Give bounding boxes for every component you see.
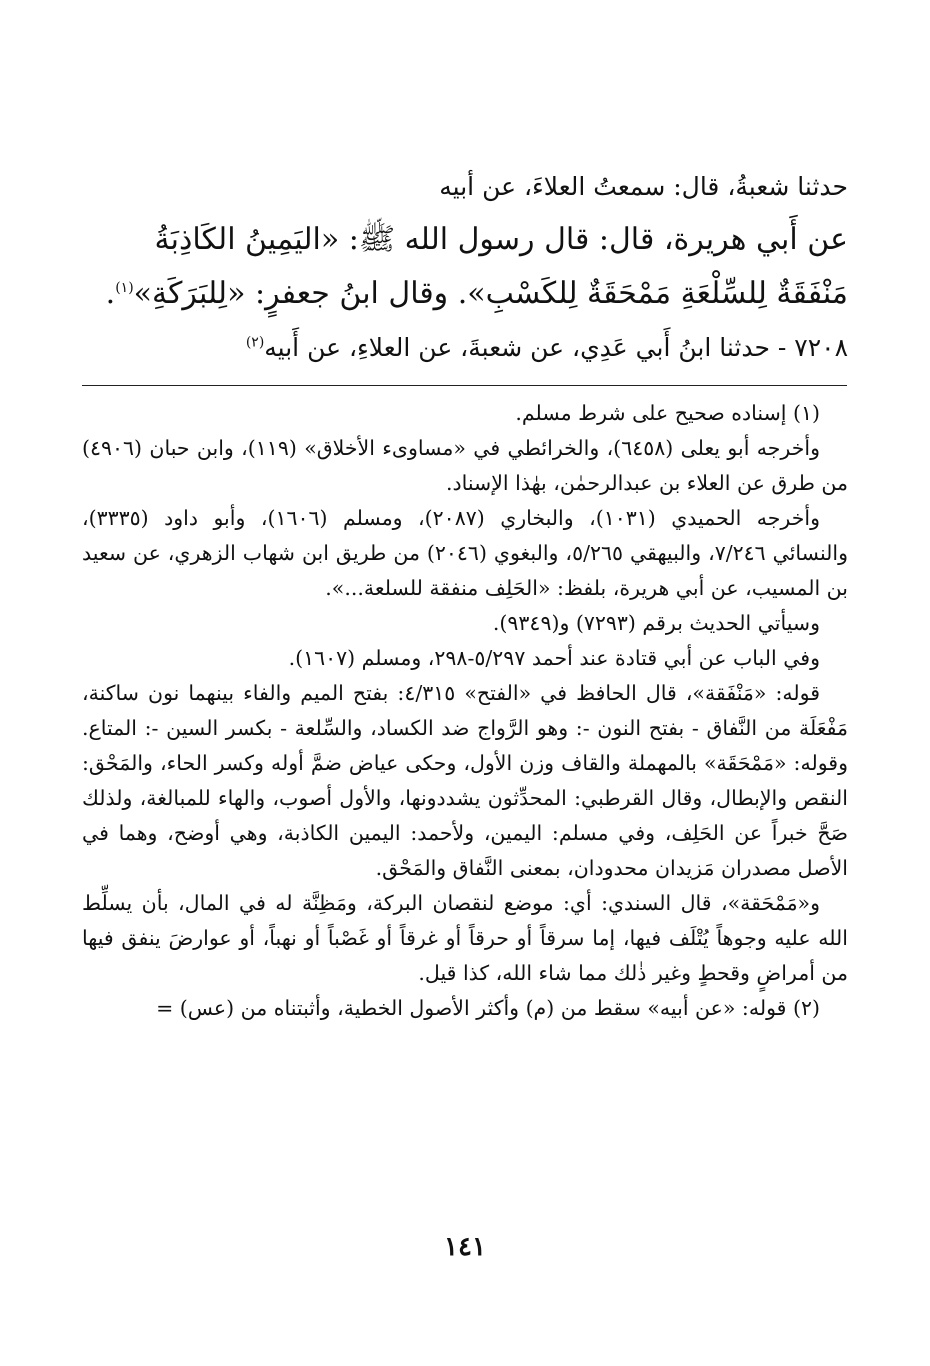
hadith-number-line: ٧٢٠٨ - حدثنا ابنُ أَبي عَدِي، عن شعبةَ، عن العلاءِ، عن أَبيه$^{(٢)}$	[245, 333, 848, 362]
footnote-1-title: (١) إسناده صحيح على شرط مسلم.	[515, 401, 820, 425]
footnote-paragraph: قوله: «مَنْفَقة»، قال الحافظ في «الفتح» ٤/٣١٥: بفتح الميم والفاء بينهما نون ساكنة، مَفْعَلَة من النَّفاق - بفتح النون -: وهو الرَّواج ضد الكساد، والسِّلعة - بكسر السين -: المتاع. وقوله: «مَمْحَقَة» بالمهملة والقاف وزن الأول، وحكى عياض ضمَّ أوله وكسر الحاء، والمَحْق: النقص والإبطال، وقال القرطبي: المحدِّثون يشددونها، والأول أصوب، والهاء للمبالغة، ولذلك صَحَّ خبراً عن الحَلِف، وفي مسلم: اليمين، ولأحمد: اليمين الكاذبة، وهي أوضح، وهما في الأصل مصدران مَزيدان محدودان، بمعنى النَّفاق والمَحْق.	[82, 681, 848, 880]
hadith-line-2: مَنْفَقَةٌ لِلسِّلْعَةِ مَمْحَقَةٌ لِلكَسْبِ». وقال ابنُ جعفرٍ: «لِلبَرَكَةِ»$^{(١)}$.	[105, 276, 848, 311]
hadith-line-1: عن أَبي هريرة، قال: قال رسول الله ﷺ: «اليَمِينُ الكَاذِبَةُ	[154, 222, 848, 257]
footnote-paragraph: وسيأتي الحديث برقم (٧٢٩٣) و(٩٣٤٩).	[492, 611, 820, 635]
footnote-paragraph: وأخرجه أبو يعلى (٦٤٥٨)، والخرائطي في «مساوىء الأخلاق» (١١٩)، وابن حبان (٤٩٠٦) من طرق عن العلاء بن عبدالرحمٰن، بهٰذا الإسناد.	[82, 436, 848, 495]
footnote-paragraph: و«مَمْحَقة»، قال السندي: أي: موضع لنقصان البركة، ومَظِنَّة له في المال، بأن يسلِّط الله عليه وجوهاً يُتْلَف فيها، إما سرقاً أو حرقاً أو غرقاً أو غَصْباً أو نهباً، أو عوارضَ ينفق فيها من أمراضٍ وقحطٍ وغير ذٰلك مما شاء الله، كذا قيل.	[82, 891, 848, 985]
page-number: ١٤١	[444, 1232, 486, 1262]
main-line-1: حدثنا شعبةُ، قال: سمعتُ العلاءَ، عن أبيه	[439, 172, 848, 201]
footnotes	[82, 396, 848, 1026]
footnote-2: (٢) قوله: «عن أبيه» سقط من (م) وأكثر الأصول الخطية، وأثبتناه من (عس) =	[156, 996, 820, 1020]
footnote-ref-2[interactable]: (٢)	[245, 334, 265, 351]
footnote-paragraph: وفي الباب عن أبي قتادة عند أحمد ٥/٢٩٧-٢٩٨، ومسلم (١٦٠٧).	[288, 646, 820, 670]
main-text	[82, 160, 848, 374]
footnote-divider	[82, 385, 847, 386]
footnote-ref-1[interactable]: (١)	[115, 280, 134, 296]
footnote-paragraph: وأخرجه الحميدي (١٠٣١)، والبخاري (٢٠٨٧)، ومسلم (١٦٠٦)، وأبو داود (٣٣٣٥)، والنسائي ٧/٢٤٦، والبيهقي ٥/٢٦٥، والبغوي (٢٠٤٦) من طريق ابن شهاب الزهري، عن سعيد بن المسيب، عن أبي هريرة، بلفظ: «الحَلِف منفقة للسلعة...».	[82, 506, 848, 600]
